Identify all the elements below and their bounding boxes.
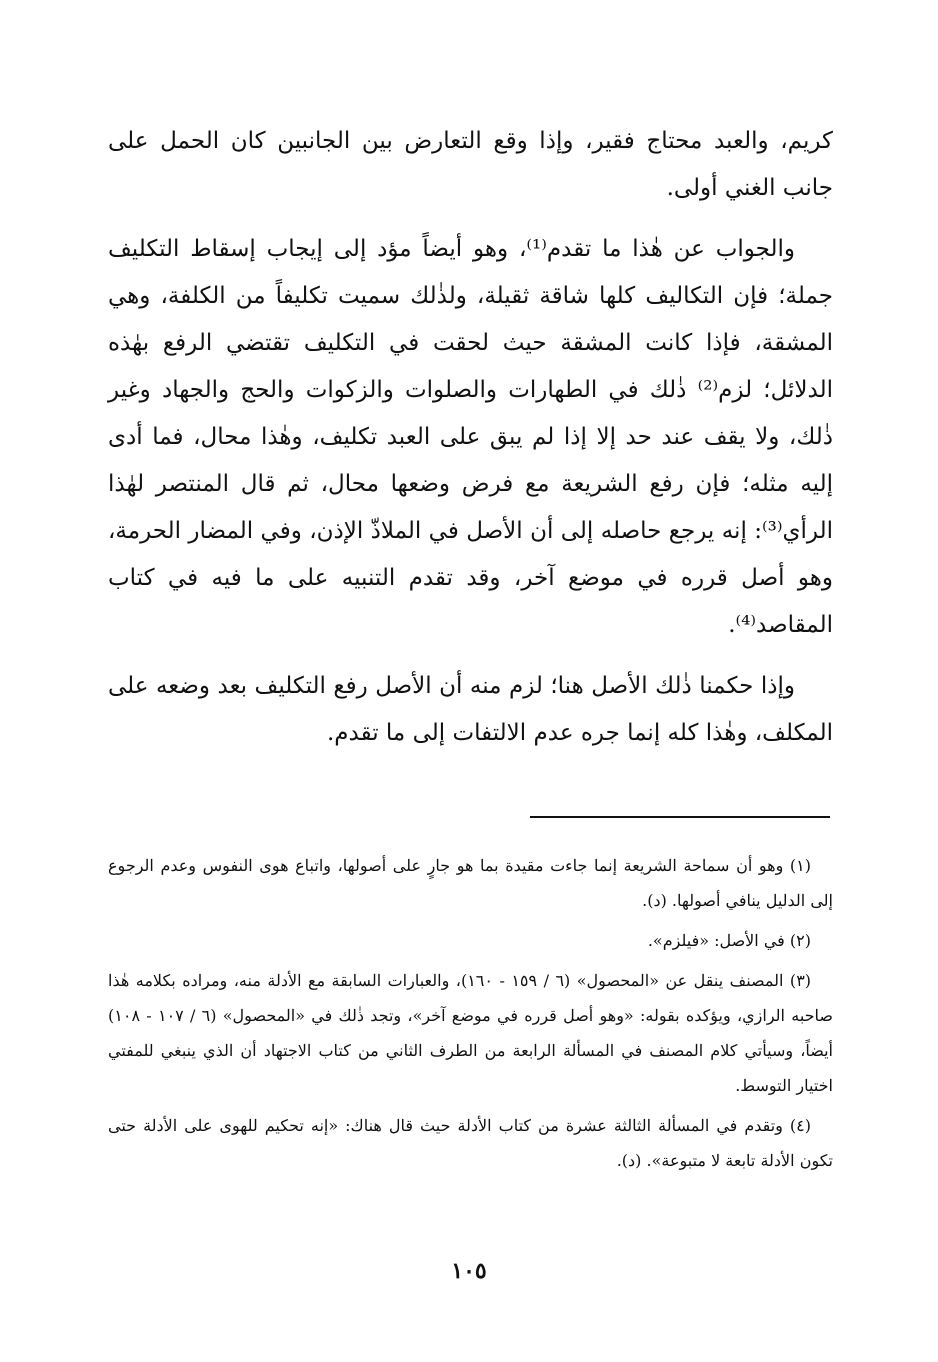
page-number: ١٠٥ bbox=[451, 1258, 487, 1284]
main-paragraph-3: وإذا حكمنا ذٰلك الأصل هنا؛ لزم منه أن الأصل رفع التكليف بعد وضعه على المكلف، وهٰذا كله إنما جره عدم الالتفات إلى ما تقدم. bbox=[108, 673, 833, 746]
main-paragraph-1: كريم، والعبد محتاج فقير، وإذا وقع التعارض بين الجانبين كان الحمل على جانب الغني أولى. bbox=[108, 128, 833, 201]
footnote-4: (٤) وتقدم في المسألة الثالثة عشرة من كتاب الأدلة حيث قال هناك: «إنه تحكيم للهوى على الأدلة حتى تكون الأدلة تابعة لا متبوعة». (د). bbox=[108, 1116, 833, 1170]
footnote-1: (١) وهو أن سماحة الشريعة إنما جاءت مقيدة بما هو جارٍ على أصولها، واتباع هوى النفوس وعدم الرجوع إلى الدليل ينافي أصولها. (د). bbox=[108, 856, 833, 910]
footnote-2: (٢) في الأصل: «فيلزم». bbox=[647, 931, 811, 950]
footnotes bbox=[108, 848, 833, 1183]
main-text bbox=[108, 118, 833, 771]
footnote-separator bbox=[530, 816, 830, 818]
main-paragraph-2: والجواب عن هٰذا ما تقدم⁽¹⁾، وهو أيضاً مؤد إلى إيجاب إسقاط التكليف جملة؛ فإن التكاليف كلها شاقة ثقيلة، ولذٰلك سميت تكليفاً من الكلفة، وهي المشقة، فإذا كانت المشقة حيث لحقت في التكليف تقتضي الرفع بهٰذه الدلائل؛ لزم⁽²⁾ ذٰلك في الطهارات والصلوات والزكوات والحج والجهاد وغير ذٰلك، ولا يقف عند حد إلا إذا لم يبق على العبد تكليف، وهٰذا محال، فما أدى إليه مثله؛ فإن رفع الشريعة مع فرض وضعها محال، ثم قال المنتصر لهٰذا الرأي⁽³⁾: إنه يرجع حاصله إلى أن الأصل في الملاذّ الإذن، وفي المضار الحرمة، وهو أصل قرره في موضع آخر، وقد تقدم التنبيه على ما فيه في كتاب المقاصد⁽⁴⁾. bbox=[108, 236, 834, 638]
footnote-3: (٣) المصنف ينقل عن «المحصول» (٦ / ١٥٩ - ١٦٠)، والعبارات السابقة مع الأدلة منه، ومراده بكلامه هٰذا صاحبه الرازي، ويؤكده بقوله: «وهو أصل قرره في موضع آخر»، وتجد ذٰلك في «المحصول» (٦ / ١٠٧ - ١٠٨) أيضاً، وسيأتي كلام المصنف في المسألة الرابعة من الطرف الثاني من كتاب الاجتهاد أن الذي ينبغي للمفتي اختيار التوسط. bbox=[108, 971, 834, 1095]
